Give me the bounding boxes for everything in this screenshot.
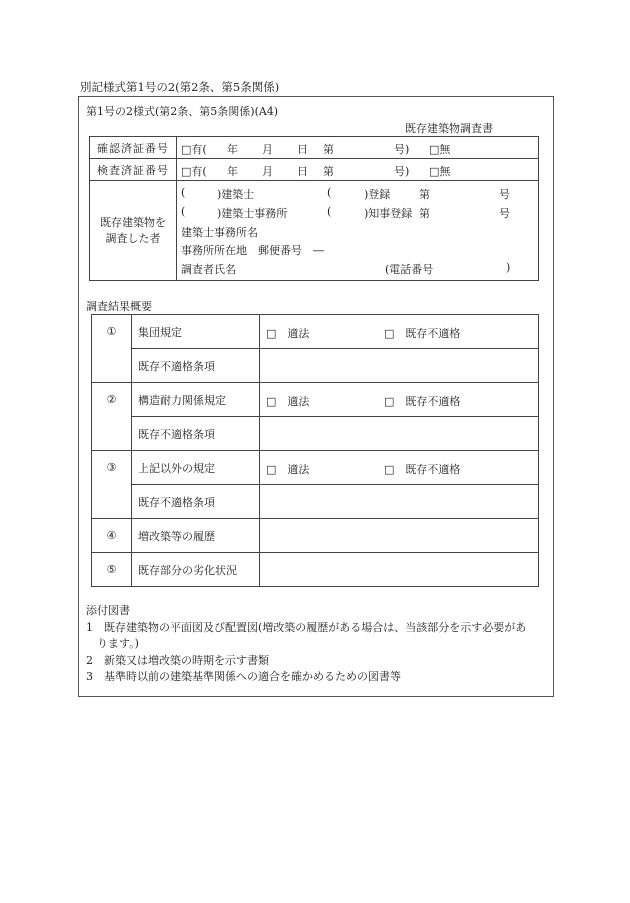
result-value-1[interactable] [260,315,539,349]
deterioration-row [92,553,539,587]
office-open: ( [181,205,186,218]
attachments-heading: 添付図書 [86,604,130,617]
office-dai: 第 [419,207,430,220]
confirm-yes-checkbox[interactable]: □有( [181,143,207,156]
confirm-value[interactable] [177,137,539,159]
inspect-yes-checkbox[interactable]: □有( [181,165,207,178]
surveyor-label [90,181,177,281]
result-ng-checkbox-2[interactable]: □ 既存不適格 [384,395,461,408]
result-sub-row-1 [92,349,539,383]
deterioration-value[interactable] [260,553,539,587]
results-table [91,314,539,587]
result-value-2[interactable] [260,383,539,417]
inspect-day: 日 [297,165,308,178]
architect-reg: )登録 [364,188,391,201]
deterioration-num: ⑤ [92,553,132,587]
inspect-dai: 第 [323,165,334,178]
survey-heading: 調査結果概要 [86,300,152,313]
result-sub-value-3[interactable] [260,485,539,519]
result-value-3[interactable] [260,451,539,485]
architect-open: ( [181,186,186,199]
result-item-2: 構造耐力関係規定 [132,383,260,417]
inspect-month: 月 [262,165,273,178]
result-sub-label-2: 既存不適格条項 [132,417,260,451]
attachment-item-3: 3 基準時以前の建築基準関係への適合を確かめるための図書等 [86,670,401,683]
confirm-row [90,137,539,159]
confirm-label: 確認済証番号 [90,137,177,159]
result-num-3: ③ [92,451,132,485]
result-num-spacer-3 [92,485,132,519]
history-row [92,519,539,553]
document-title: 既存建築物調査書 [405,122,493,135]
result-sub-value-2[interactable] [260,417,539,451]
result-ok-checkbox-2[interactable]: □ 適法 [266,395,310,408]
certificate-table [89,136,539,281]
surveyor-label-line2: 調査した者 [105,231,161,245]
result-sub-label-1: 既存不適格条項 [132,349,260,383]
confirm-year: 年 [227,143,238,156]
result-ok-checkbox-1[interactable]: □ 適法 [266,327,310,340]
architect-label: )建築士 [217,188,255,201]
office-reg-open: ( [327,205,332,218]
inspect-no-checkbox[interactable]: □無 [429,165,451,178]
inspect-row [90,159,539,181]
outer-title: 別記様式第1号の2(第2条、第5条関係) [80,80,280,94]
result-ng-checkbox-1[interactable]: □ 既存不適格 [384,327,461,340]
office-address-field[interactable]: 事務所所在地 郵便番号 ― [181,244,324,257]
result-sub-value-1[interactable] [260,349,539,383]
form-title: 第1号の2様式(第2条、第5条関係)(A4) [86,105,279,118]
result-num-2: ② [92,383,132,417]
attachment-item-1-cont: ります。) [97,637,139,650]
inspect-go: 号) [394,165,410,178]
office-label: )建築士事務所 [217,207,288,220]
surveyor-row [90,181,539,281]
surveyor-label-line1: 既存建築物を [100,215,166,229]
phone-close: ) [506,261,511,274]
confirm-month: 月 [262,143,273,156]
history-value[interactable] [260,519,539,553]
attachment-item-2: 2 新築又は増改築の時期を示す書類 [86,653,269,667]
confirm-go: 号) [394,143,410,156]
result-sub-label-3: 既存不適格条項 [132,485,260,519]
phone-open: (電話番号 [385,263,434,276]
result-ok-checkbox-3[interactable]: □ 適法 [266,463,310,476]
surveyor-value[interactable] [177,181,539,281]
architect-dai: 第 [419,188,430,201]
result-ng-checkbox-3[interactable]: □ 既存不適格 [384,463,461,476]
confirm-day: 日 [297,143,308,156]
result-num-spacer-1 [92,349,132,383]
office-reg: )知事登録 [364,207,413,220]
surveyor-name-field[interactable]: 調査者氏名 [181,263,236,276]
result-row-1 [92,315,539,349]
attachments-section [86,603,548,686]
result-row-3 [92,451,539,485]
office-name-field[interactable]: 建築士事務所名 [181,226,258,239]
architect-go: 号 [499,188,510,201]
result-row-2 [92,383,539,417]
result-sub-row-2 [92,417,539,451]
result-num-spacer-2 [92,417,132,451]
confirm-dai: 第 [323,143,334,156]
result-item-1: 集団規定 [132,315,260,349]
confirm-no-checkbox[interactable]: □無 [429,143,451,156]
office-go: 号 [499,207,510,220]
inspect-year: 年 [227,165,238,178]
result-item-3: 上記以外の規定 [132,451,260,485]
inspect-value[interactable] [177,159,539,181]
history-label: 増改築等の履歴 [132,519,260,553]
result-num-1: ① [92,315,132,349]
deterioration-label: 既存部分の劣化状況 [132,553,260,587]
result-sub-row-3 [92,485,539,519]
architect-reg-open: ( [327,186,332,199]
history-num: ④ [92,519,132,553]
inspect-label: 検査済証番号 [90,159,177,181]
attachment-item-1: 1 既存建築物の平面図及び配置図(増改築の履歴がある場合は、当該部分を示す必要があ [86,620,527,634]
